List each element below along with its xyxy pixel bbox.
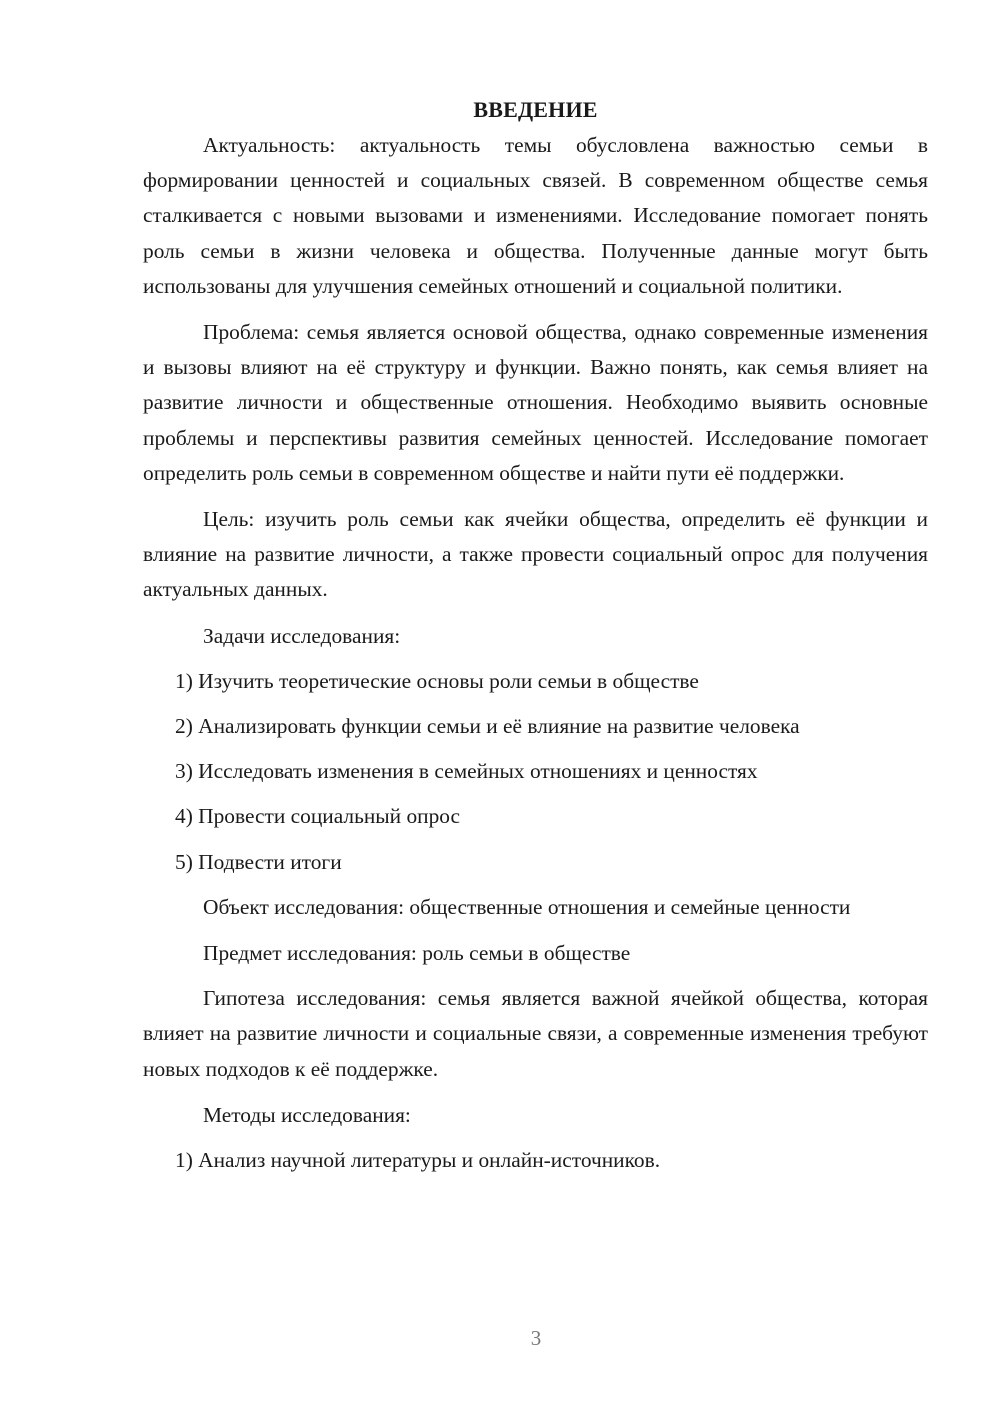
task-item: 3) Исследовать изменения в семейных отношениях и ценностях xyxy=(175,759,758,784)
method-item: 1) Анализ научной литературы и онлайн-источников. xyxy=(175,1148,661,1173)
tasks-list xyxy=(143,664,928,880)
subject-line: Предмет исследования: роль семьи в обществе xyxy=(203,941,631,966)
task-item: 2) Анализировать функции семьи и её влияние на развитие человека xyxy=(175,714,800,739)
methods-heading: Методы исследования: xyxy=(203,1102,411,1127)
object-paragraph: Объект исследования: общественные отношения и семейные ценности xyxy=(203,894,851,919)
relevance-paragraph: Актуальность: актуальность темы обусловлена важностью семьи в формировании ценностей и социальных связей. В современном обществе семья сталкивается с новыми вызовами и изменениями. Исследование помогает понять роль семьи в жизни человека и общества. Полученные данные могут быть использованы для улучшения семейных отношений и социальной политики. xyxy=(143,133,928,298)
methods-list xyxy=(143,1143,928,1178)
task-item: 1) Изучить теоретические основы роли семьи в обществе xyxy=(175,668,699,693)
document-page xyxy=(143,92,928,1188)
task-item: 4) Провести социальный опрос xyxy=(175,804,461,829)
problem-paragraph: Проблема: семья является основой общества, однако современные изменения и вызовы влияют на её структуру и функции. Важно понять, как семья влияет на развитие личности и общественные отношения. Необходимо выявить основные проблемы и перспективы развития семейных ценностей. Исследование помогает определить роль семьи в современном обществе и найти пути её поддержки. xyxy=(143,320,928,485)
goal-paragraph: Цель: изучить роль семьи как ячейки общества, определить её функции и влияние на развитие личности, а также провести социальный опрос для получения актуальных данных. xyxy=(143,507,928,602)
tasks-heading: Задачи исследования: xyxy=(203,623,401,648)
hypothesis-paragraph: Гипотеза исследования: семья является важной ячейкой общества, которая влияет на развитие личности и социальные связи, а современные изменения требуют новых подходов к её поддержке. xyxy=(143,986,928,1081)
task-item: 5) Подвести итоги xyxy=(175,849,342,874)
page-number: 3 xyxy=(530,1326,542,1350)
page-title: ВВЕДЕНИЕ xyxy=(473,97,598,122)
